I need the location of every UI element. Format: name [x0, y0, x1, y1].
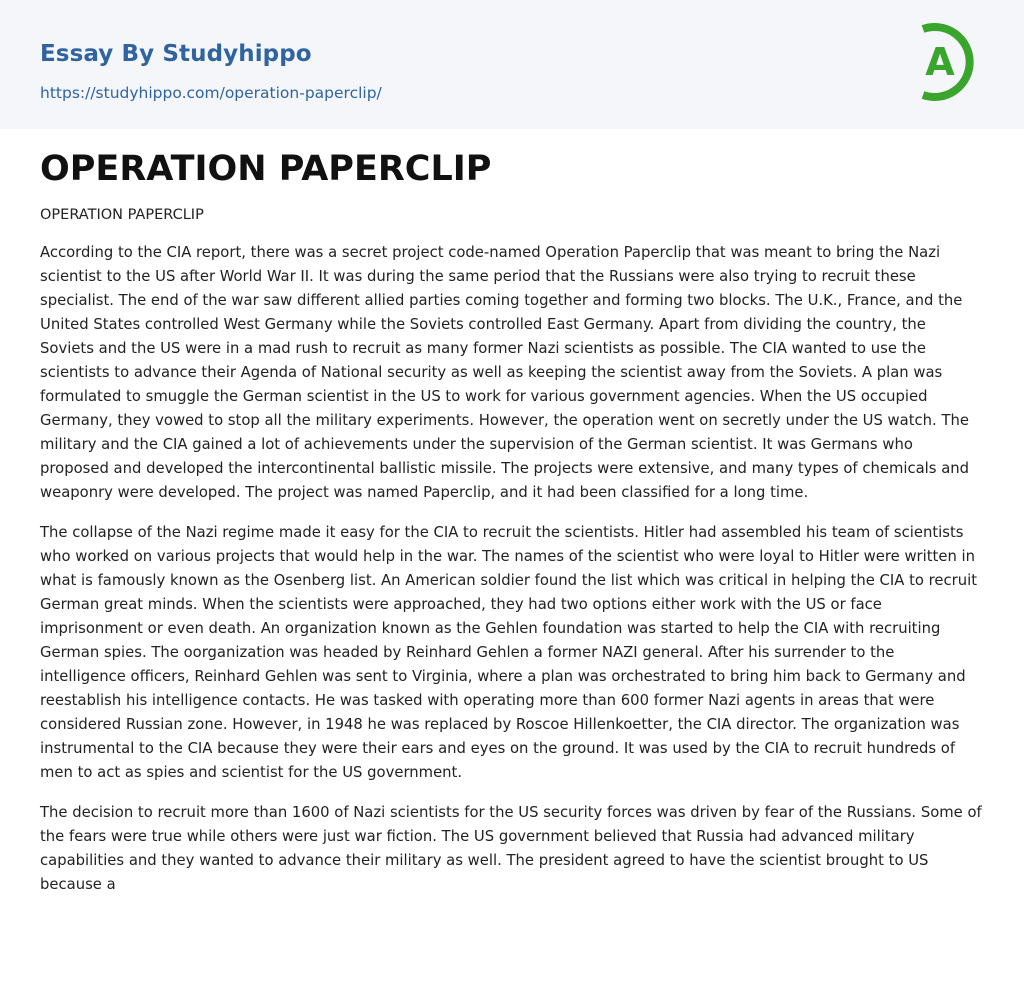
brand-title: Essay By Studyhippo [40, 41, 312, 67]
essay-subtitle: OPERATION PAPERCLIP [40, 207, 204, 223]
logo-letter: A [925, 40, 955, 84]
essay-paragraph: The collapse of the Nazi regime made it easy for the CIA to recruit the scientists. Hitler had assembled his team of scientists who worked on various projects that would help in the war. The names of the scientist who were loyal to Hitler were written in what is famously known as the Osenberg list. An American soldier found the list which was critical in helping the CIA to recruit German great minds. When the scientists were approached, they had two options either work with the US or face imprisonment or even death. An organization known as the Gehlen foundation was started to help the CIA with recruiting German spies. The oorganization was headed by Reinhard Gehlen a former NAZI general. After his surrender to the intelligence officers, Reinhard Gehlen was sent to Virginia, where a plan was orchestrated to bring him back to Germany and reestablish his intelligence contacts. He was tasked with operating more than 600 former Nazi agents in areas that were considered Russian zone. However, in 1948 he was replaced by Roscoe Hillenkoetter, the CIA director. The organization was instrumental to the CIA because they were their ears and eyes on the ground. It was used by the CIA to recruit hundreds of men to act as spies and scientist for the US government. [40, 524, 978, 781]
essay-paragraph: The decision to recruit more than 1600 of Nazi scientists for the US security forces was driven by fear of the Russians. Some of the fears were true while others were just war fiction. The US government believed that Russia had advanced military capabilities and they wanted to advance their military as well. The president agreed to have the scientist brought to US because a [40, 804, 982, 893]
studyhippo-logo-icon [912, 18, 986, 106]
essay-content [0, 129, 1024, 897]
essay-paragraph: According to the CIA report, there was a secret project code-named Operation Paperclip that was meant to bring the Nazi scientist to the US after World War II. It was during the same period that the Russians were also trying to recruit these specialist. The end of the war saw different allied parties coming together and forming two blocks. The U.K., France, and the United States controlled West Germany while the Soviets controlled East Germany. Apart from dividing the country, the Soviets and the US were in a mad rush to recruit as many former Nazi scientists as possible. The CIA wanted to use the scientists to advance their Agenda of National security as well as keeping the scientist away from the Soviets. A plan was formulated to smuggle the German scientist in the US to work for various government agencies. When the US occupied Germany, they vowed to stop all the military experiments. However, the operation went on secretly under the US watch. The military and the CIA gained a lot of achievements under the supervision of the German scientist. It was Germans who proposed and developed the intercontinental ballistic missile. The projects were extensive, and many types of chemicals and weaponry were developed. The project was named Paperclip, and it had been classified for a long time. [40, 244, 970, 501]
essay-url-link[interactable]: https://studyhippo.com/operation-paperclip/ [40, 84, 382, 102]
site-header [0, 0, 1024, 129]
page-title: OPERATION PAPERCLIP [40, 149, 492, 189]
essay-body [40, 241, 984, 897]
